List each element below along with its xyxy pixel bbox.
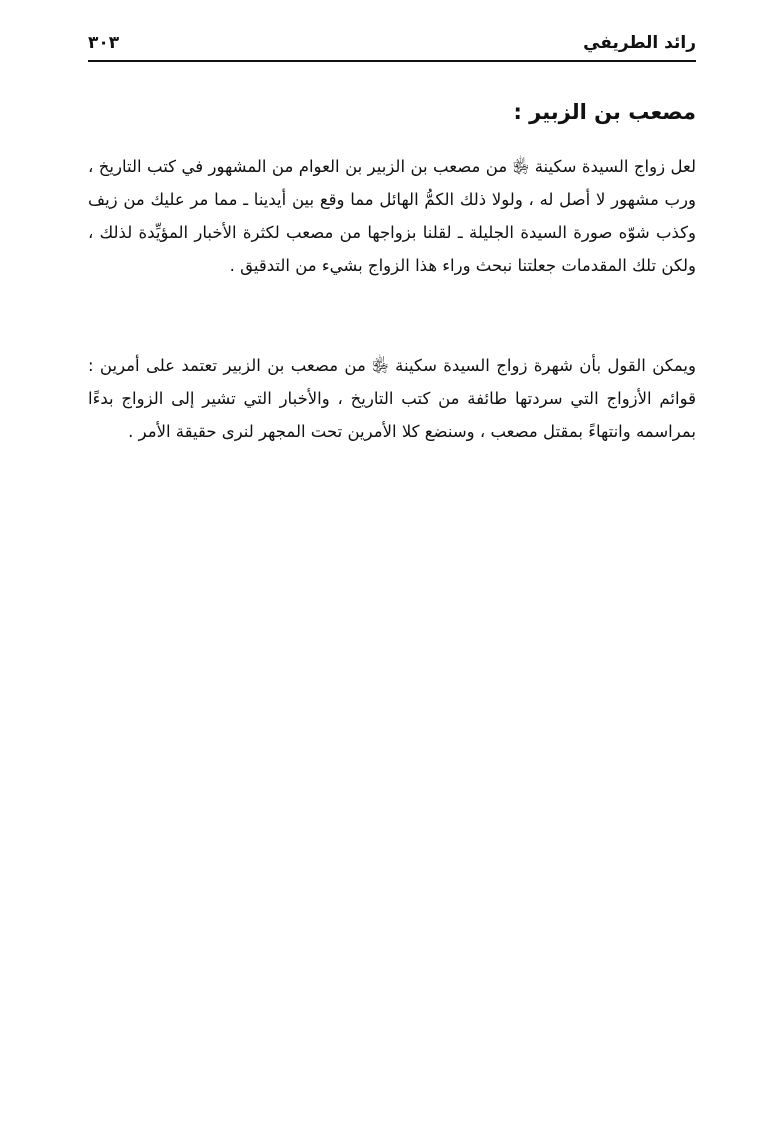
page-number: ٣٠٣ [88, 33, 120, 53]
paragraph-1: لعل زواج السيدة سكينة ﵂ من مصعب بن الزبير بن العوام من المشهور في كتب التاريخ ، ورب مشهور لا أصل له ، ولولا ذلك الكمُّ الهائل مما وقع بين أيدينا ـ مما مر عليك من زيف وكذب شوّه صورة السيدة الجليلة ـ لقلنا بزواجها من مصعب لكثرة الأخبار المؤيِّدة لذلك ، ولكن تلك المقدمات جعلتنا نبحث وراء هذا الزواج بشيء من التدقيق . [88, 157, 696, 275]
paragraph-2: ويمكن القول بأن شهرة زواج السيدة سكينة ﵂ من مصعب بن الزبير تعتمد على أمرين : قوائم الأزواج التي سردتها طائفة من كتب التاريخ ، والأخبار التي تشير إلى الزواج بدءًا بمراسمه وانتهاءً بمقتل مصعب ، وسنضع كلا الأمرين تحت المجهر لنرى حقيقة الأمر . [88, 356, 696, 441]
header-title: رائد الطريفي [583, 33, 696, 53]
header-divider [88, 60, 696, 62]
running-header [88, 30, 696, 58]
section-heading: مصعب بن الزبير : [513, 100, 696, 124]
